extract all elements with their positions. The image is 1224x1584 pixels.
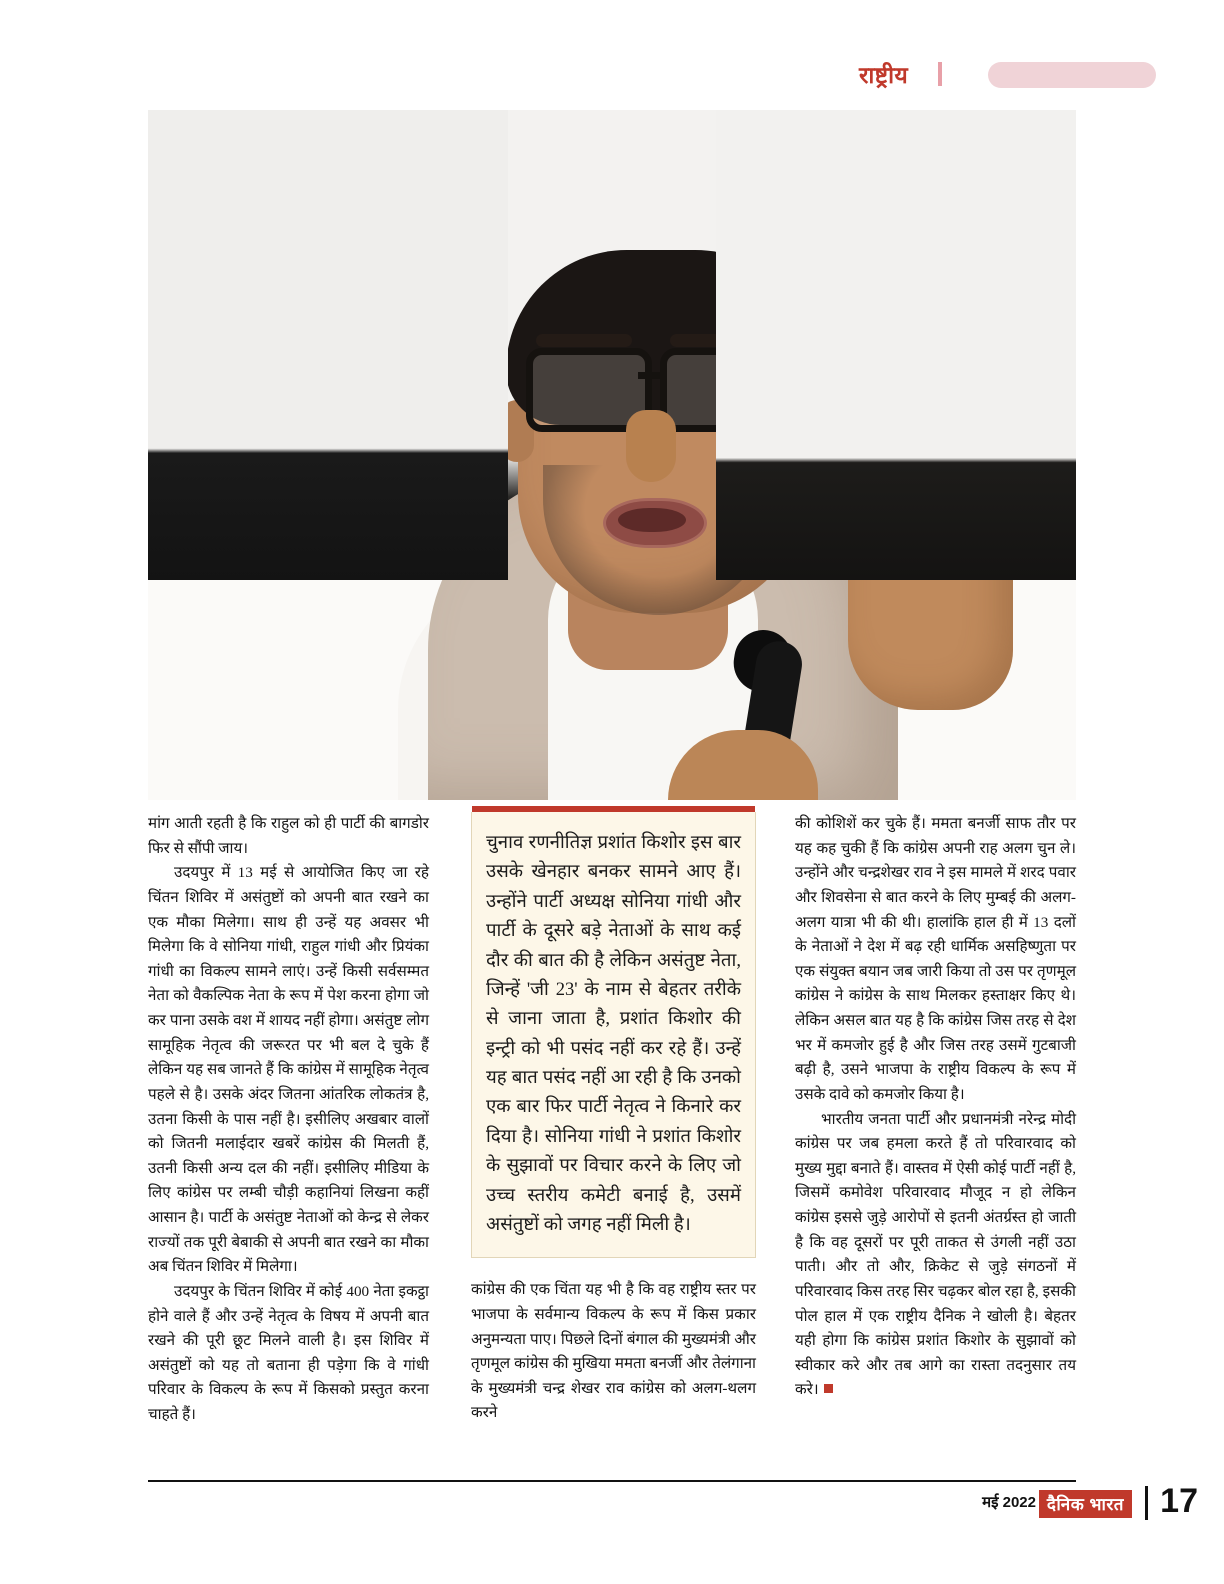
page-footer bbox=[0, 1480, 1224, 1540]
magazine-logo: दैनिक भारत bbox=[1039, 1490, 1132, 1518]
header-divider bbox=[938, 62, 942, 86]
end-mark-icon bbox=[824, 1384, 833, 1393]
pull-quote bbox=[471, 812, 756, 1258]
paragraph-text: भारतीय जनता पार्टी और प्रधानमंत्री नरेन्द्र मोदी कांग्रेस पर जब हमला करते हैं तो परिवारवाद को मुख्य मुद्दा बनाते हैं। वास्तव में ऐसी कोई पार्टी नहीं है, जिसमें कमोवेश परिवारवाद मौजूद न हो लेकिन कांग्रेस इससे जुड़े आरोपों से इतनी अंतर्ग्रस्त हो जाती है कि वह दूसरों पर पूरी ताकत से उंगली नहीं उठा पाती। और तो और, क्रिकेट से जुड़े संगठनों में परिवारवाद किस तरह सिर चढ़कर बोल रहा है, इसकी पोल हाल में एक राष्ट्रीय दैनिक ने खोली है। बेहतर यही होगा कि कांग्रेस प्रशांत किशोर के सुझावों को स्वीकार करे और तब आगे का रास्ता तदनुसार तय करे। bbox=[795, 1110, 1076, 1399]
photo-eyeglass-bridge bbox=[638, 372, 660, 379]
column-left bbox=[148, 812, 429, 1428]
photo-band-right bbox=[716, 110, 1076, 580]
paragraph: मांग आती रहती है कि राहुल को ही पार्टी की बागडोर फिर से सौंपी जाय। bbox=[148, 815, 429, 857]
page-header bbox=[0, 58, 1224, 98]
article-photo bbox=[148, 110, 1076, 800]
paragraph bbox=[795, 1108, 1076, 1404]
paragraph: कांग्रेस की एक चिंता यह भी है कि वह राष्ट्रीय स्तर पर भाजपा के सर्वमान्य विकल्प के रूप में किस प्रकार अनुमन्यता पाए। पिछले दिनों बंगाल की मुख्यमंत्री और तृणमूल कांग्रेस की मुखिया ममता बनर्जी और तेलंगाना के मुख्यमंत्री चन्द्र शेखर राव कांग्रेस को अलग-थलग करने bbox=[471, 1281, 756, 1422]
article-body bbox=[148, 812, 1076, 1452]
footer-divider bbox=[148, 1480, 1076, 1482]
column-right bbox=[795, 812, 1076, 1403]
paragraph: उदयपुर में 13 मई से आयोजित किए जा रहे चिंतन शिविर में असंतुष्टों को अपनी बात रखने का एक मौका मिलेगा। साथ ही उन्हें यह अवसर भी मिलेगा कि वे सोनिया गांधी, राहुल गांधी और प्रियंका गांधी का विकल्प सामने लाएं। उन्हें किसी सर्वसम्मत नेता को वैकल्पिक नेता के रूप में पेश करना होगा जो कर पाना उसके वश में शायद नहीं होगा। असंतुष्ट लोग सामूहिक नेतृत्व की जरूरत पर भी बल दे चुके हैं लेकिन यह सब जानते हैं कि कांग्रेस में सामूहिक नेतृत्व पहले से है। उसके अंदर जितना आंतरिक लोकतंत्र है, उतना किसी के पास नहीं है। इसीलिए अखबार वालों को जितनी मलाईदार खबरें कांग्रेस की मिलती हैं, उतनी किसी अन्य दल की नहीं। इसीलिए मीडिया के लिए कांग्रेस पर लम्बी चौड़ी कहानियां लिखना कहीं आसान है। पार्टी के असंतुष्ट नेताओं को केन्द्र से लेकर राज्यों तक पूरी बेबाकी से अपनी बात रखने का मौका अब चिंतन शिविर में मिलेगा। bbox=[148, 864, 429, 1276]
footer-separator bbox=[1145, 1486, 1148, 1520]
paragraph: उदयपुर के चिंतन शिविर में कोई 400 नेता इकट्ठा होने वाले हैं और उन्हें नेतृत्व के विषय में अपनी बात रखने की पूरी छूट मिलने वाली है। इस शिविर में असंतुष्टों को यह तो बताना ही पड़ेगा कि वे गांधी परिवार के विकल्प के रूप में किसको प्रस्तुत करना चाहते हैं। bbox=[148, 1282, 429, 1423]
column-middle bbox=[471, 812, 756, 1426]
photo-illustration bbox=[148, 110, 1076, 800]
pull-quote-text: चुनाव रणनीतिज्ञ प्रशांत किशोर इस बार उसके खेनहार बनकर सामने आए हैं। उन्होंने पार्टी अध्यक्ष सोनिया गांधी और पार्टी के दूसरे बड़े नेताओं के साथ कई दौर की बात की है लेकिन असंतुष्ट नेता, जिन्हें 'जी 23' के नाम से बेहतर तरीके से जाना जाता है, प्रशांत किशोर की इन्ट्री को भी पसंद नहीं कर रहे हैं। उन्हें यह बात पसंद नहीं आ रही है कि उनको एक बार फिर पार्टी नेतृत्व ने किनारे कर दिया है। सोनिया गांधी ने प्रशांत किशोर के सुझावों पर विचार करने के लिए जो उच्च स्तरीय कमेटी बनाई है, उसमें असंतुष्टों को जगह नहीं मिली है। bbox=[486, 832, 741, 1235]
column-middle-lower bbox=[471, 1278, 756, 1426]
page-number: 17 bbox=[1160, 1482, 1198, 1520]
issue-date: मई 2022 bbox=[982, 1494, 1036, 1511]
section-label: राष्ट्रीय bbox=[859, 62, 908, 88]
header-pill-decoration bbox=[988, 62, 1156, 88]
photo-eyebrow-left bbox=[536, 334, 632, 347]
photo-mouth-interior bbox=[618, 508, 686, 532]
photo-band-left bbox=[148, 110, 508, 580]
paragraph: की कोशिशें कर चुके हैं। ममता बनर्जी साफ तौर पर यह कह चुकी हैं कि कांग्रेस अपनी राह अलग चुन ले। उन्होंने और चन्द्रशेखर राव ने इस मामले में शरद पवार और शिवसेना से बात करने के लिए मुम्बई की अलग-अलग यात्रा भी की थी। हालांकि हाल ही में 13 दलों के नेताओं ने देश में बढ़ रही धार्मिक असहिष्णुता पर एक संयुक्त बयान जब जारी किया तो उस पर तृणमूल कांग्रेस ने कांग्रेस के साथ मिलकर हस्ताक्षर किए थे। लेकिन असल बात यह है कि कांग्रेस जिस तरह से देश भर में कमजोर हुई है और जिस तरह उसमें गुटबाजी बढ़ी है, उसने भाजपा के राष्ट्रीय विकल्प के रूप में उसके दावे को कमजोर किया है। bbox=[795, 815, 1076, 1103]
